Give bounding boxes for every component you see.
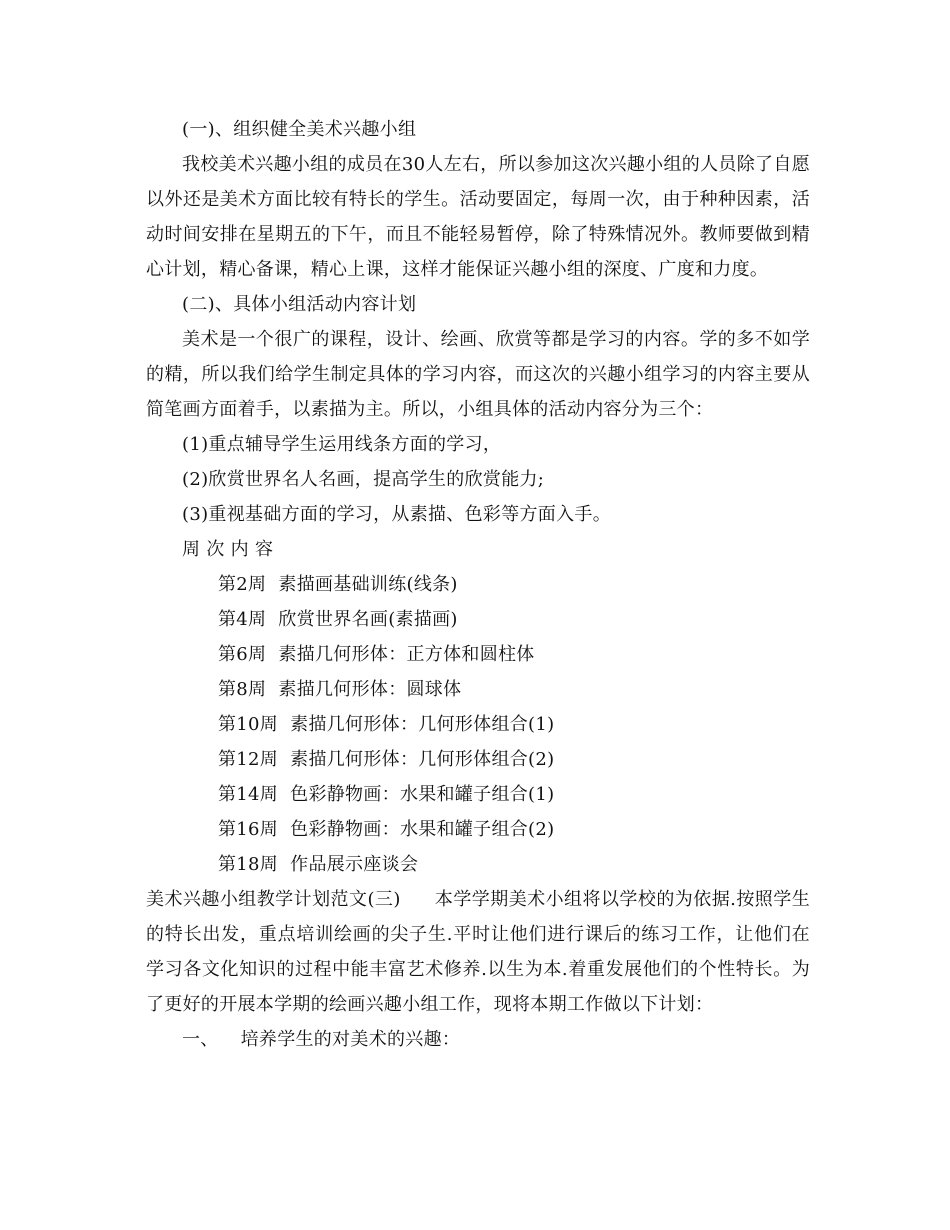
schedule-row: [146, 742, 810, 777]
list-item: (3)重视基础方面的学习，从素描、色彩等方面入手。: [182, 504, 611, 525]
schedule-content: 作品展示座谈会: [290, 854, 419, 875]
schedule-content: 色彩静物画：水果和罐子组合(2): [290, 819, 555, 840]
schedule-content: 素描几何形体：几何形体组合(2): [290, 749, 555, 770]
section-3-title: 美术兴趣小组教学计划范文(三): [146, 889, 401, 910]
document-body: [146, 112, 810, 1057]
list-item: (1)重点辅导学生运用线条方面的学习，: [182, 434, 502, 455]
schedule-row: [146, 847, 810, 882]
heading-4-number: 一、: [182, 1029, 219, 1050]
schedule-row: [146, 777, 810, 812]
schedule-header: 周 次 内 容: [182, 539, 274, 560]
schedule-week: 第4周: [218, 609, 267, 630]
schedule-week: 第10周: [218, 714, 279, 735]
schedule-week: 第2周: [218, 574, 267, 595]
section-heading-1: (一)、组织健全美术兴趣小组: [182, 119, 417, 140]
schedule-content: 素描几何形体：圆球体: [278, 679, 462, 700]
schedule-content: 欣赏世界名画(素描画): [278, 609, 458, 630]
schedule-content: 素描画基础训练(线条): [278, 574, 458, 595]
schedule-row: [146, 707, 810, 742]
section-heading-2: (二)、具体小组活动内容计划: [182, 294, 417, 315]
paragraph-3-text: 本学学期美术小组将以学校的为依据.按照学生的特长出发，重点培训绘画的尖子生.平时让他们进行课后的练习工作，让他们在学习各文化知识的过程中能丰富艺术修养.以生为本.着重发展他们的个性特长。为了更好的开展本学期的绘画兴趣小组工作，现将本期工作做以下计划：: [146, 889, 810, 1015]
schedule-week: 第12周: [218, 749, 279, 770]
schedule-row: [146, 672, 810, 707]
schedule-row: [146, 812, 810, 847]
paragraph-3: [146, 882, 810, 1022]
schedule-week: 第16周: [218, 819, 279, 840]
schedule-row: [146, 602, 810, 637]
schedule-week: 第8周: [218, 679, 267, 700]
paragraph-2: 美术是一个很广的课程，设计、绘画、欣赏等都是学习的内容。学的多不如学的精，所以我们给学生制定具体的学习内容，而这次的兴趣小组学习的内容主要从简笔画方面着手，以素描为主。所以，小组具体的活动内容分为三个：: [146, 329, 810, 420]
schedule-week: 第6周: [218, 644, 267, 665]
schedule-content: 素描几何形体：几何形体组合(1): [290, 714, 555, 735]
section-heading-4: [146, 1022, 810, 1057]
schedule-row: [146, 567, 810, 602]
schedule-row: [146, 637, 810, 672]
heading-4-text: 培养学生的对美术的兴趣：: [240, 1029, 461, 1050]
schedule-week: 第18周: [218, 854, 279, 875]
schedule-content: 色彩静物画：水果和罐子组合(1): [290, 784, 555, 805]
list-item: (2)欣赏世界名人名画，提高学生的欣赏能力;: [182, 469, 545, 490]
schedule-week: 第14周: [218, 784, 279, 805]
paragraph-1: 我校美术兴趣小组的成员在30人左右，所以参加这次兴趣小组的人员除了自愿以外还是美术方面比较有特长的学生。活动要固定，每周一次，由于种种因素，活动时间安排在星期五的下午，而且不能轻易暂停，除了特殊情况外。教师要做到精心计划，精心备课，精心上课，这样才能保证兴趣小组的深度、广度和力度。: [146, 154, 810, 280]
schedule-content: 素描几何形体：正方体和圆柱体: [278, 644, 535, 665]
